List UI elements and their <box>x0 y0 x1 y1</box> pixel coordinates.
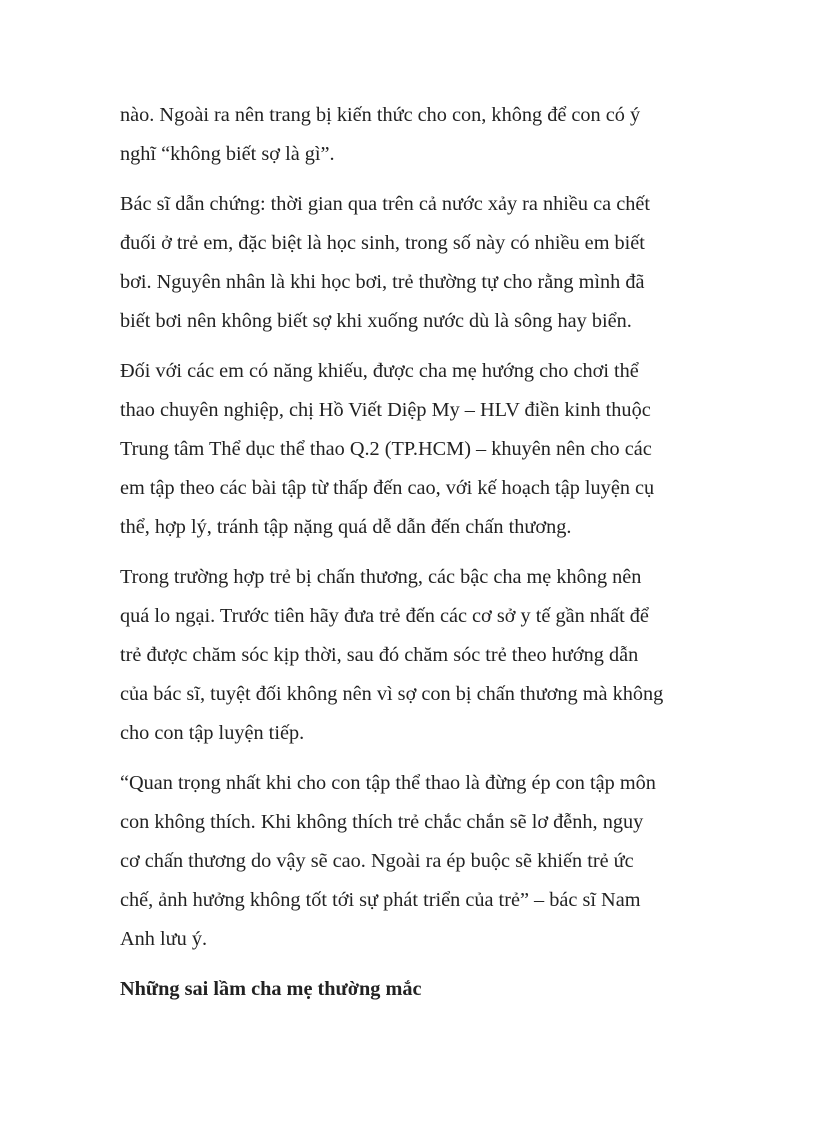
text-line: Anh lưu ý. <box>120 928 208 950</box>
text-line: cho con tập luyện tiếp. <box>120 722 305 744</box>
section-heading: Những sai lầm cha mẹ thường mắc <box>120 978 422 1000</box>
text-line: “Quan trọng nhất khi cho con tập thể thao là đừng ép con tập môn <box>120 772 656 794</box>
text-line: con không thích. Khi không thích trẻ chắc chắn sẽ lơ đễnh, nguy <box>120 811 644 833</box>
text-line: biết bơi nên không biết sợ khi xuống nước dù là sông hay biển. <box>120 310 632 332</box>
text-line: Bác sĩ dẫn chứng: thời gian qua trên cả nước xảy ra nhiều ca chết <box>120 193 650 215</box>
text-line: chế, ảnh hưởng không tốt tới sự phát triển của trẻ” – bác sĩ Nam <box>120 889 641 911</box>
paragraph-2 <box>120 185 700 341</box>
text-line: nghĩ “không biết sợ là gì”. <box>120 143 335 165</box>
text-line: quá lo ngại. Trước tiên hãy đưa trẻ đến các cơ sở y tế gần nhất để <box>120 605 649 627</box>
document-body <box>120 96 700 1009</box>
text-line: của bác sĩ, tuyệt đối không nên vì sợ con bị chấn thương mà không <box>120 683 664 705</box>
paragraph-1 <box>120 96 700 174</box>
text-line: Trung tâm Thể dục thể thao Q.2 (TP.HCM) – khuyên nên cho các <box>120 438 652 460</box>
text-line: bơi. Nguyên nhân là khi học bơi, trẻ thường tự cho rằng mình đã <box>120 271 645 293</box>
paragraph-4 <box>120 558 700 753</box>
text-line: thể, hợp lý, tránh tập nặng quá dễ dẫn đến chấn thương. <box>120 516 572 538</box>
text-line: em tập theo các bài tập từ thấp đến cao, với kế hoạch tập luyện cụ <box>120 477 655 499</box>
paragraph-3 <box>120 352 700 547</box>
text-line: nào. Ngoài ra nên trang bị kiến thức cho con, không để con có ý <box>120 104 641 126</box>
text-line: cơ chấn thương do vậy sẽ cao. Ngoài ra ép buộc sẽ khiến trẻ ức <box>120 850 634 872</box>
text-line: Trong trường hợp trẻ bị chấn thương, các bậc cha mẹ không nên <box>120 566 642 588</box>
text-line: đuối ở trẻ em, đặc biệt là học sinh, trong số này có nhiều em biết <box>120 232 645 254</box>
text-line: Đối với các em có năng khiếu, được cha mẹ hướng cho chơi thể <box>120 360 639 382</box>
text-line: trẻ được chăm sóc kịp thời, sau đó chăm sóc trẻ theo hướng dẫn <box>120 644 639 666</box>
paragraph-5 <box>120 764 700 959</box>
text-line: thao chuyên nghiệp, chị Hồ Viết Diệp My – HLV điền kinh thuộc <box>120 399 651 421</box>
